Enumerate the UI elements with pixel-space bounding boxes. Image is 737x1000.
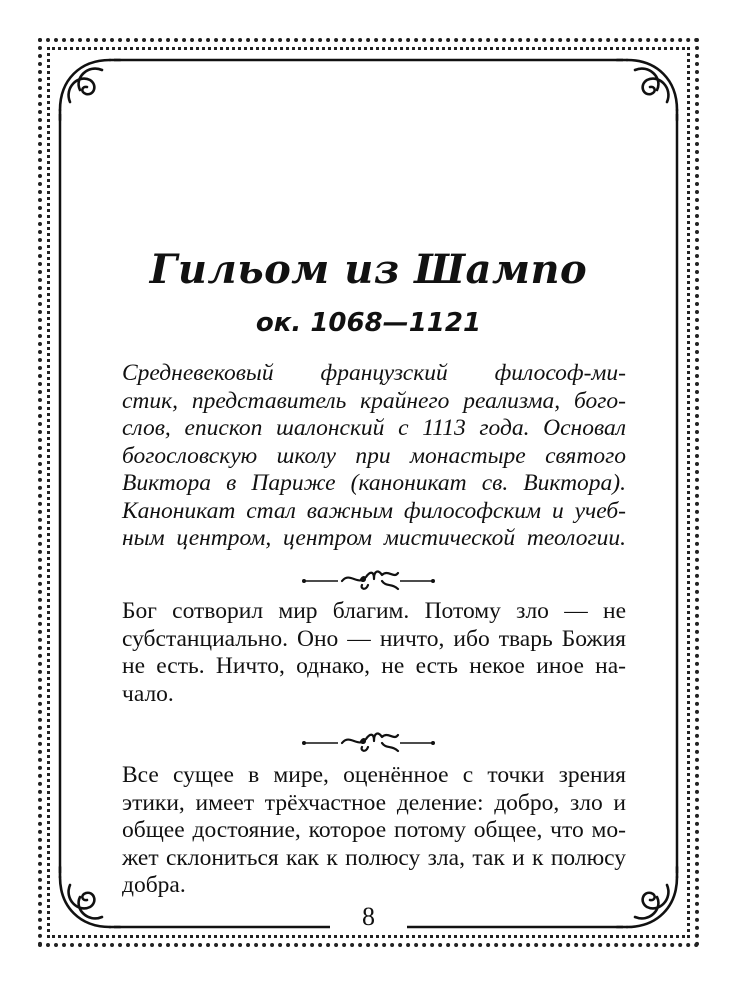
text-line: слов, епископ шалонский с 1113 года. Основал <box>122 415 626 441</box>
text-line: жет склониться как к полюсу зла, так и к полюсу <box>122 844 626 871</box>
text-line: Каноникат стал важным философским и учеб- <box>122 497 626 524</box>
text-line: Виктора в Париже (каноникат св. Виктора). <box>122 470 626 496</box>
page-number: 8 <box>330 902 407 932</box>
text-line: Все сущее в мире, оценённое с точки зрения <box>122 762 626 788</box>
text-line: субстанциально. Оно — ничто, ибо тварь Божия <box>122 625 626 652</box>
text-line: Средневековый французский философ-ми- <box>122 360 626 386</box>
text-line: добра. <box>122 872 186 898</box>
biography-paragraph <box>122 360 626 553</box>
flourish-divider-icon <box>300 727 437 755</box>
text-line: Бог сотворил мир благим. Потому зло — не <box>122 598 626 624</box>
text-line: этики, имеет трёхчастное деление: добро, зло и <box>122 789 626 816</box>
life-dates: ок. 1068—1121 <box>255 308 482 338</box>
text-line: богословскую школу при монастыре святого <box>122 442 626 469</box>
text-line: не есть. Ничто, однако, не есть некое иное на- <box>122 653 626 679</box>
quote-paragraph-1 <box>122 598 626 708</box>
text-line: общее достояние, которое потому общее, что мо- <box>122 817 626 843</box>
text-line: стик, представитель крайнего реализма, бого- <box>122 387 626 414</box>
text-line: ным центром, центром мистической теологии. <box>122 525 626 551</box>
flourish-divider-icon <box>300 565 437 593</box>
page-title: Гильом из Шампо <box>149 246 588 293</box>
text-line: чало. <box>122 680 174 707</box>
quote-paragraph-2 <box>122 762 626 900</box>
